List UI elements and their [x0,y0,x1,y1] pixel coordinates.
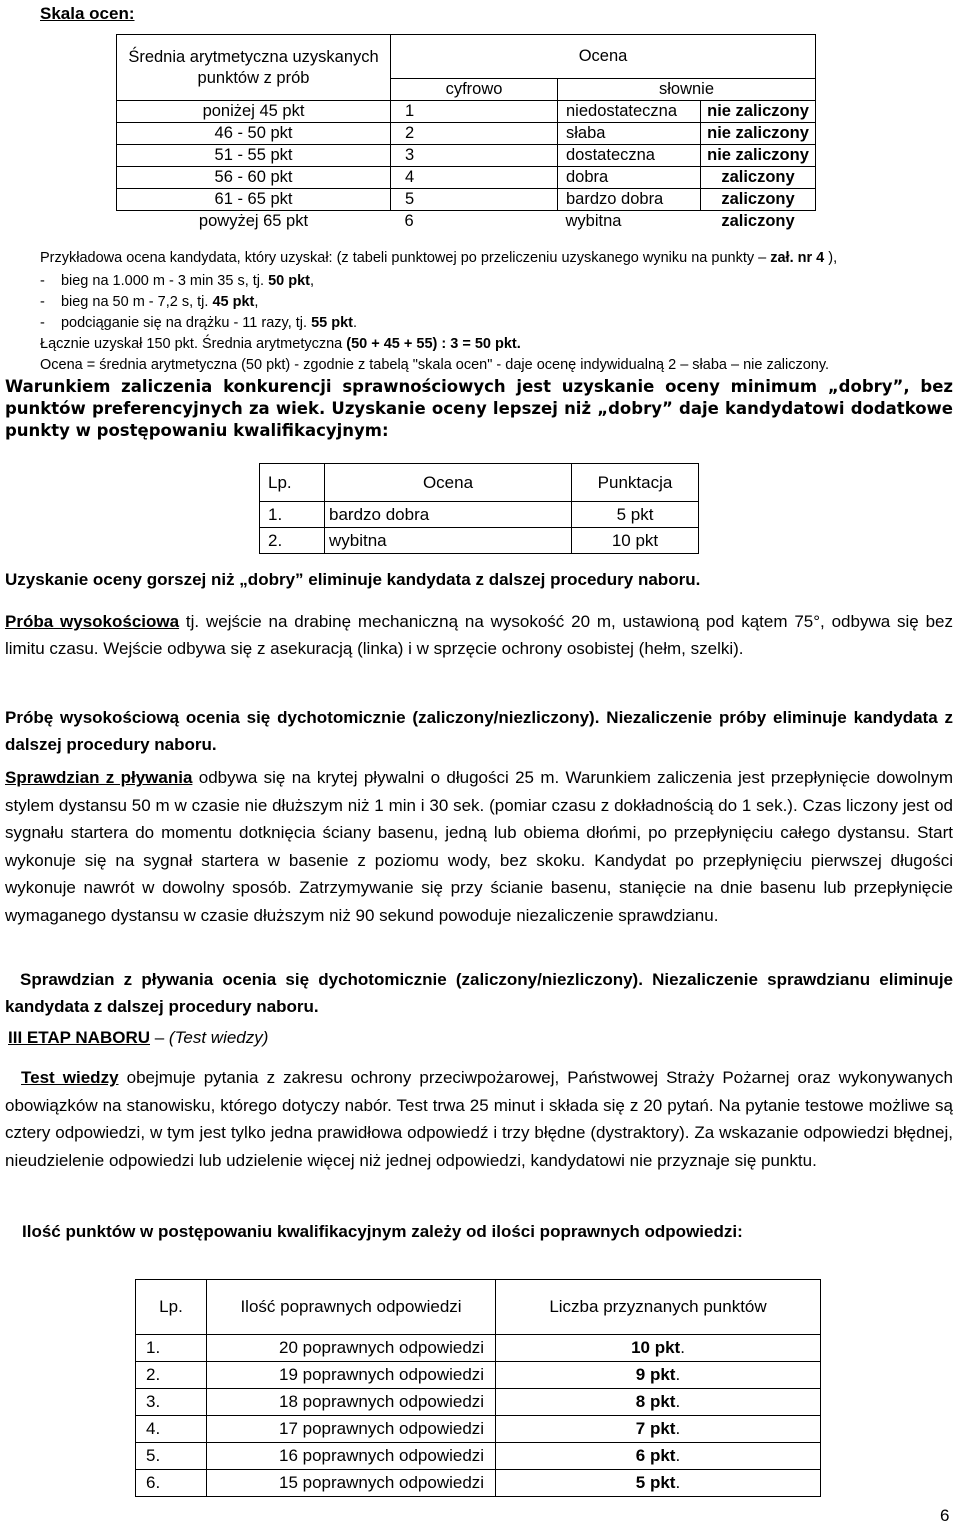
eliminate-line: Uzyskanie oceny gorszej niż „dobry” eliminuje kandydata z dalszej procedury naboru. [5,570,701,589]
height-test-rule: Próbę wysokościową ocenia się dychotomicznie (zaliczony/niezliczony). Niezaliczenie próby eliminuje kandydata z dalszej procedury naboru. [5,708,953,754]
swim-test-rule: Sprawdzian z pływania ocenia się dychotomicznie (zaliczony/niezliczony). Niezaliczenie sprawdzianu eliminuje kandydata z dalszej procedury naboru. [5,970,953,1016]
height-test-paragraph: Próba wysokościowa tj. wejście na drabinę mechaniczną na wysokość 20 m, ustawioną pod kątem 75°, odbywa się bez limitu czasu. Wejście odbywa się z asekuracją (linka) i w sprzęcie ochrony osobistej (hełm, szelki). [5,612,954,658]
table-row: 51 - 55 pkt 3 dostateczna nie zaliczony [117,145,816,167]
example-line-2: - bieg na 50 m - 7,2 s, tj. 45 pkt, [40,294,259,310]
table-row: 2. wybitna 10 pkt [260,528,699,554]
page-heading: Skala ocen: [40,4,135,23]
table-row: poniżej 45 pkt 1 niedostateczna nie zaliczony [117,101,816,123]
points-heading: Ilość punktów w postępowaniu kwalifikacyjnym zależy od ilości poprawnych odpowiedzi: [22,1222,743,1241]
page-number: 6 [940,1506,950,1525]
header-average: Średnia arytmetyczna uzyskanych punktów z prób [117,35,391,101]
table-row: 61 - 65 pkt 5 bardzo dobra zaliczony [117,189,816,211]
example-line-3: - podciąganie się na drążku - 11 razy, tj. 55 pkt. [40,315,358,331]
swim-test-paragraph: Sprawdzian z pływania odbywa się na krytej pływalni o długości 25 m. Warunkiem zaliczenia jest przepłynięcie dowolnym stylem dystansu 50 m w czasie nie dłuższym niż 1 min i 30 sek. (pomiar czasu z dokładnością do 1 sek.). Czas liczony jest od sygnału startera do momentu dotknięcia ściany basenu, jedną lub obiema dłońmi, po przepłynięciu całego dystansu. Start wykonuje się na sygnał startera w basenie z poziomu wody, bez skoku. Kandydat po przepłynięciu pierwszej długości wykonuje nawrót w dowolny sposób. Zatrzymywanie się przy ścianie basenu, stanięcie na dnie basenu lub przepłynięcie wymaganego dystansu w czasie dłuższym niż 90 sekund powoduje niezaliczenie sprawdzianu. [5,768,953,925]
table-row: 5. 16 poprawnych odpowiedzi 6 pkt. [136,1443,821,1470]
example-result: Ocena = średnia arytmetyczna (50 pkt) - zgodnie z tabelą "skala ocen" - daje ocenę indywidualną 2 – słaba – nie zaliczony. [40,357,830,373]
answers-table: Lp. Ilość poprawnych odpowiedzi Liczba przyznanych punktów 1. 20 poprawnych odpowiedzi 10 pkt. 2. 19 poprawnych odpowiedzi 9 pkt. 3. 18 poprawnych odpowiedzi 8 pkt. 4. 17 poprawnych odpowiedzi 7 pkt. 5. 16 poprawnych odpowiedzi 6 pkt. 6. 15 poprawnych odpowiedzi 5 pkt. [135,1279,821,1497]
table-row: 2. 19 poprawnych odpowiedzi 9 pkt. [136,1362,821,1389]
bonus-table: Lp. Ocena Punktacja 1. bardzo dobra 5 pkt 2. wybitna 10 pkt [259,463,699,554]
table-row: powyżej 65 pkt 6 wybitna zaliczony [198,212,795,230]
stage3-heading: III ETAP NABORU – (Test wiedzy) [8,1028,269,1047]
header-slownie: słownie [558,79,816,101]
knowledge-test-paragraph: Test wiedzy obejmuje pytania z zakresu ochrony przeciwpożarowej, Państwowej Straży Pożarnej oraz wykonywanych obowiązków na stanowisku, którego dotyczy nabór. Test trwa 25 minut i składa się z 20 pytań. Na pytanie testowe możliwe są cztery odpowiedzi, w tym jest tylko jedna prawidłowa odpowiedź i trzy błędne (dystraktory). Za wskazanie odpowiedzi błędnej, nieudzielenie odpowiedzi lub udzielenie więcej niż jednej odpowiedzi, kandydatowi nie przyznaje się punktu. [5,1068,954,1170]
table-row: 3. 18 poprawnych odpowiedzi 8 pkt. [136,1389,821,1416]
example-total: Łącznie uzyskał 150 pkt. Średnia arytmetyczna (50 + 45 + 55) : 3 = 50 pkt. [40,336,521,352]
table-row: 6. 15 poprawnych odpowiedzi 5 pkt. [136,1470,821,1497]
scale-table [116,34,816,232]
table-row: 1. bardzo dobra 5 pkt [260,502,699,528]
table-row: 56 - 60 pkt 4 dobra zaliczony [117,167,816,189]
table-row: 46 - 50 pkt 2 słaba nie zaliczony [117,123,816,145]
example-line-1: - bieg na 1.000 m - 3 min 35 s, tj. 50 pkt, [40,273,315,289]
table-row: 4. 17 poprawnych odpowiedzi 7 pkt. [136,1416,821,1443]
condition-paragraph: Warunkiem zaliczenia konkurencji sprawnościowych jest uzyskanie oceny minimum „dobry”, bez punktów preferencyjnych za wiek. Uzyskanie oceny lepszej niż „dobry” daje kandydatowi dodatkowe punkty w postępowaniu kwalifikacyjnym: [5,377,953,440]
header-ocena: Ocena [391,35,816,79]
table-row: 1. 20 poprawnych odpowiedzi 10 pkt. [136,1335,821,1362]
header-cyfrowo: cyfrowo [391,79,558,101]
example-intro: Przykładowa ocena kandydata, który uzyskał: (z tabeli punktowej po przeliczeniu uzyskanego wyniku na punkty – zał. nr 4 ), [40,250,838,266]
